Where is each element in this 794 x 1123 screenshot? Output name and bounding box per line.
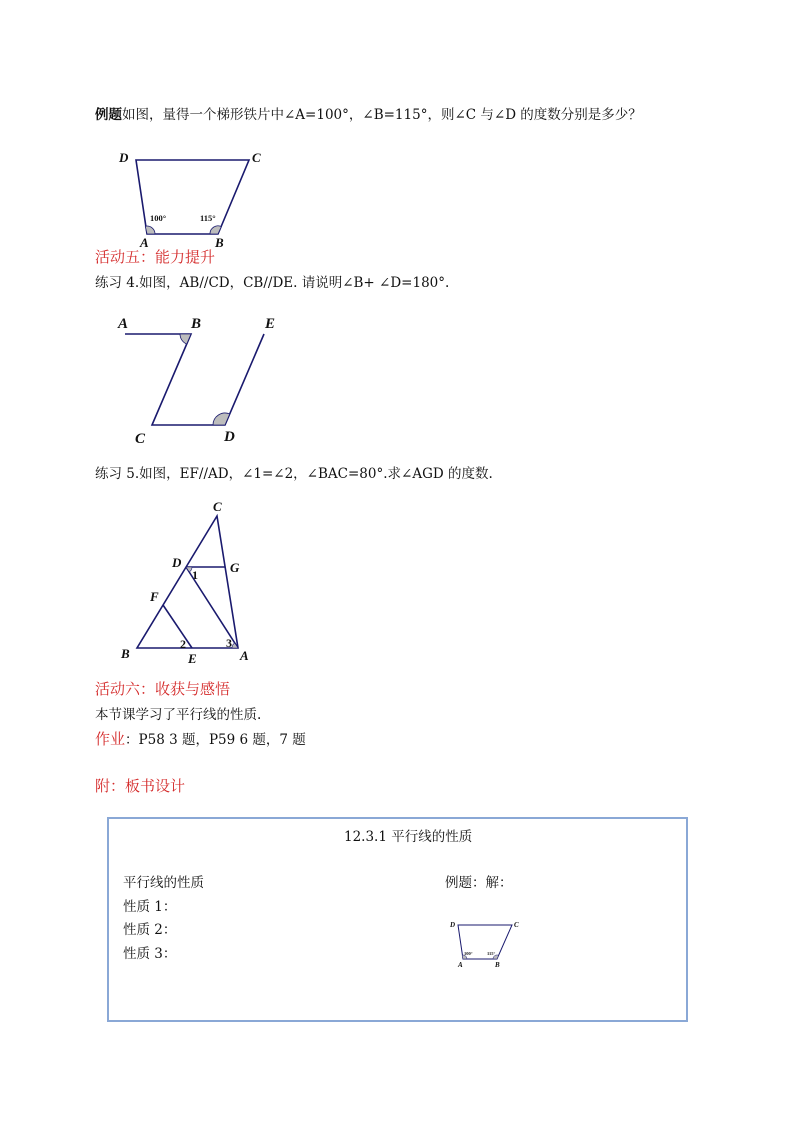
label-c: C: [213, 499, 222, 514]
label-e: E: [188, 651, 197, 666]
label-a: A: [240, 648, 249, 663]
mini-label-a: A: [458, 961, 463, 969]
activity5-title: 活动五：能力提升: [95, 248, 216, 266]
homework-label: 作业: [95, 730, 126, 748]
activity6-title: 活动六：收获与感悟: [95, 680, 231, 698]
mini-label-c: C: [514, 921, 519, 929]
angle-3-label: 3: [226, 636, 232, 650]
angle-a-value: 100°: [150, 213, 167, 223]
exercise5-text: 练习 5.如图，EF//AD，∠1=∠2，∠BAC=80°.求∠AGD 的度数.: [95, 466, 493, 482]
board-item-1: 性质 1：: [123, 899, 177, 915]
board-title: 12.3.1 平行线的性质: [344, 829, 473, 845]
label-b: B: [191, 316, 202, 332]
label-d: D: [119, 150, 129, 165]
label-e: E: [265, 316, 276, 332]
label-c: C: [135, 431, 146, 447]
exercise4-text: 练习 4.如图，AB//CD，CB//DE. 请说明∠B+ ∠D=180°.: [95, 275, 450, 291]
mini-label-b: B: [495, 961, 500, 969]
label-g: G: [230, 560, 240, 575]
activity6-summary: 本节课学习了平行线的性质.: [95, 707, 262, 723]
label-a: A: [140, 235, 149, 250]
board-item-2: 性质 2：: [123, 922, 177, 938]
label-b: B: [215, 235, 224, 250]
homework-text: ：P58 3 题，P59 6 题，7 题: [125, 732, 306, 748]
board-left-heading: 平行线的性质: [123, 875, 204, 891]
board-right-heading: 例题：解：: [445, 875, 513, 891]
mini-angle-a-value: 100°: [464, 951, 473, 956]
example-text: 如图，量得一个梯形铁片中∠A=100°，∠B=115°，则∠C 与∠D 的度数分别是多少？: [122, 107, 642, 123]
label-b: B: [121, 646, 130, 661]
label-d: D: [224, 429, 235, 445]
board-item-3: 性质 3：: [123, 946, 177, 962]
label-d: D: [172, 555, 182, 570]
label-a: A: [118, 316, 129, 332]
appendix-title: 附：板书设计: [95, 777, 186, 795]
label-c: C: [252, 150, 261, 165]
angle-1-label: 1: [192, 568, 198, 582]
label-f: F: [150, 589, 159, 604]
example-label: 例题: [95, 107, 122, 123]
angle-2-label: 2: [180, 637, 186, 651]
angle-b-value: 115°: [200, 213, 216, 223]
mini-angle-b-value: 115°: [487, 951, 496, 956]
mini-label-d: D: [450, 921, 456, 929]
